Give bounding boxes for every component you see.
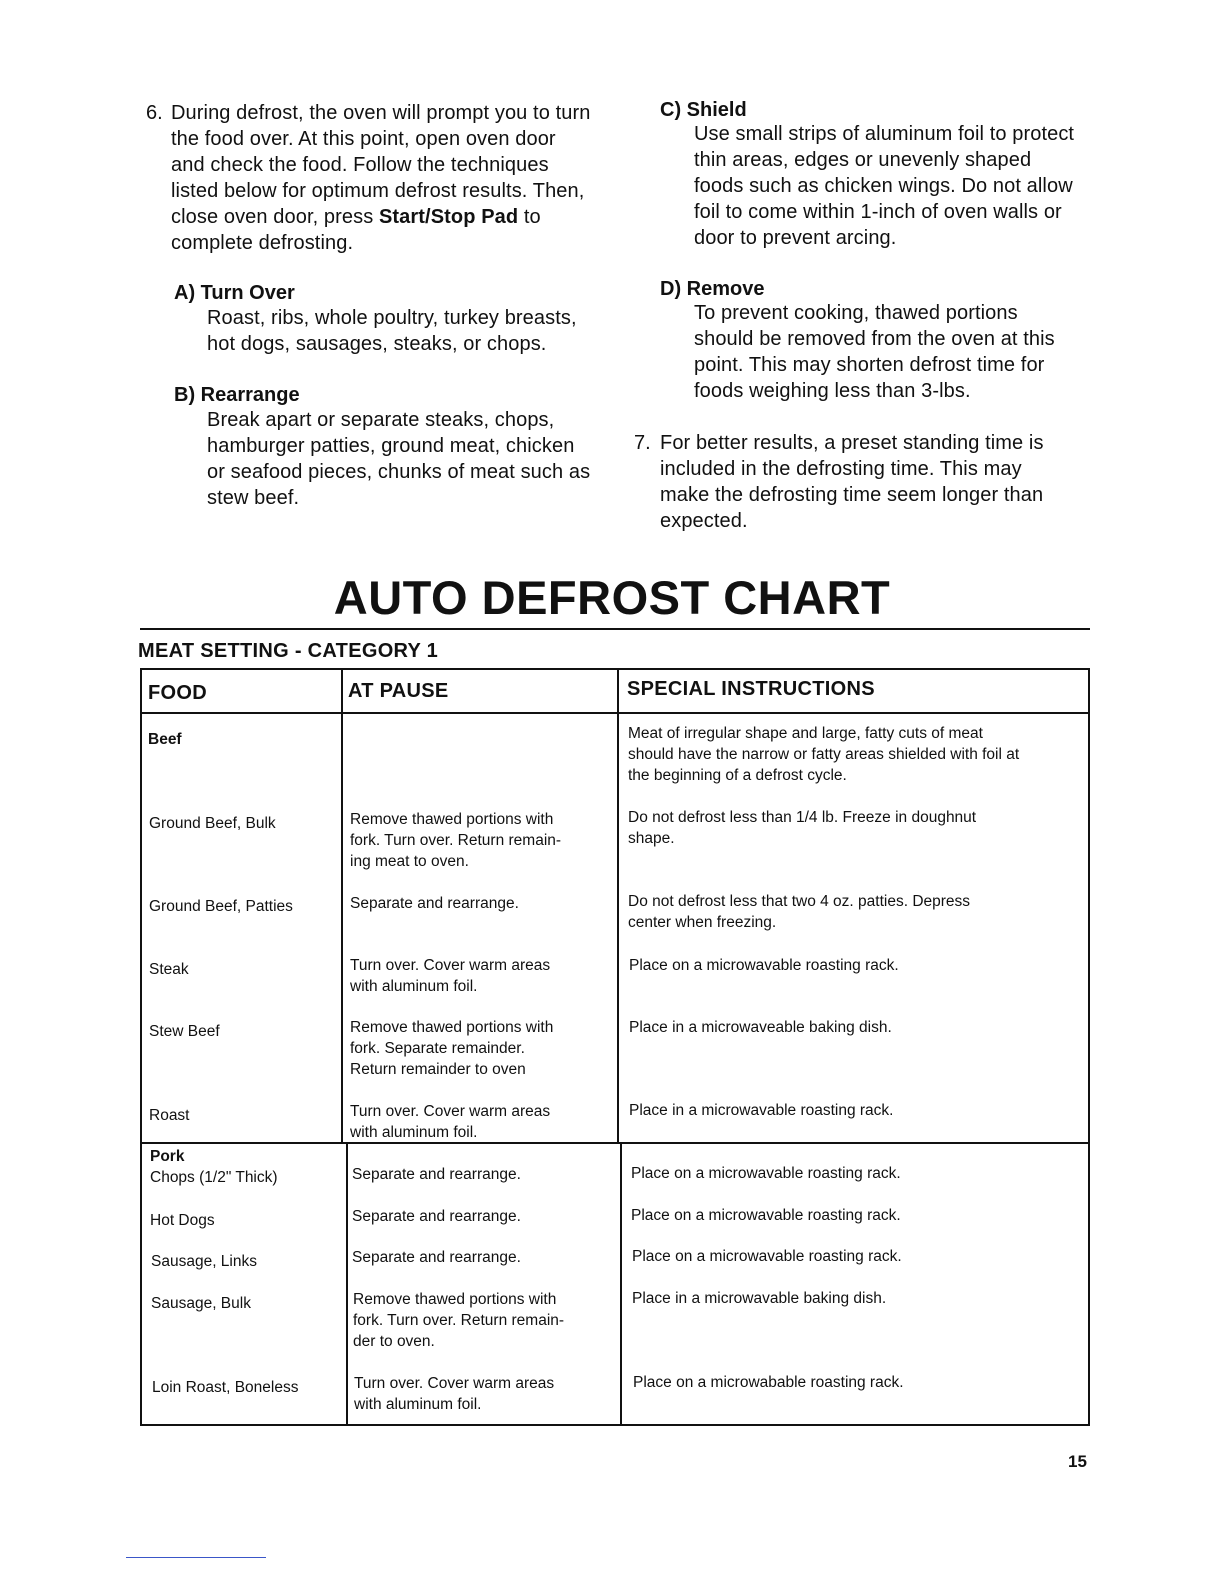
table-row-food: Loin Roast, Boneless [152,1379,299,1396]
table-row-at-pause [350,893,610,914]
cell-line: Remove thawed portions with [350,811,554,828]
cell-line: Place in a microwaveable baking dish. [629,1019,892,1036]
table-row-special [629,955,1087,976]
cell-line: Separate and rearrange. [352,1208,521,1225]
cell-line: Do not defrost less that two 4 oz. patties. Depress [628,893,971,910]
table-row-at-pause [353,1289,615,1352]
column-divider [341,668,343,1144]
cell-line: Separate and rearrange. [352,1166,521,1183]
cell-line: Place in a microwavable baking dish. [632,1290,887,1307]
table-row-at-pause [352,1247,614,1268]
remove-line: To prevent cooking, thawed portions [694,302,1018,324]
cell-line: Place on a microwavable roasting rack. [629,957,899,974]
step-6-text [171,100,599,256]
beef-general-note [628,723,1088,786]
cell-line: Place on a microwavable roasting rack. [632,1248,902,1265]
table-row-at-pause [352,1164,614,1185]
step-7-line: make the defrosting time seem longer than [660,484,1044,506]
shield-line: thin areas, edges or unevenly shaped [694,149,1032,171]
pork-category-label: Pork [150,1148,185,1165]
step-6-number: 6. [146,102,163,124]
table-row-at-pause [350,1101,610,1143]
step-7-number: 7. [634,432,651,454]
turn-over-line: Roast, ribs, whole poultry, turkey breasts, [207,307,577,329]
step-7-text [660,430,1089,534]
rearrange-text [207,407,601,511]
page-number: 15 [1068,1452,1087,1471]
cell-line: Separate and rearrange. [350,895,519,912]
turn-over-line: hot dogs, sausages, steaks, or chops. [207,333,547,355]
rearrange-line: hamburger patties, ground meat, chicken [207,435,575,457]
table-row-food: Roast [149,1107,190,1124]
cell-line: with aluminum foil. [350,978,478,995]
note-line: the beginning of a defrost cycle. [628,767,847,784]
table-row-food: Hot Dogs [150,1212,215,1229]
step-6-text-fragment: to [518,206,541,228]
table-row-special [631,1205,1087,1226]
step-6-line: complete defrosting. [171,232,354,254]
cell-line: with aluminum foil. [350,1124,478,1141]
remove-heading: D) Remove [660,278,765,300]
table-row-at-pause [352,1206,614,1227]
note-line: should have the narrow or fatty areas shielded with foil at [628,746,1020,763]
cell-line: Return remainder to oven [350,1061,526,1078]
step-6-line: listed below for optimum defrost results. Then, [171,180,585,202]
cell-line: Turn over. Cover warm areas [354,1375,555,1392]
turn-over-text [207,305,602,357]
beef-category-label: Beef [148,731,182,748]
table-row-food: Stew Beef [149,1023,220,1040]
cell-line: Place on a microwabable roasting rack. [633,1374,904,1391]
cell-line: shape. [628,830,675,847]
special-instructions-column-header: SPECIAL INSTRUCTIONS [627,678,875,700]
table-row-special [628,891,1086,933]
cell-line: Turn over. Cover warm areas [350,1103,551,1120]
cell-line: der to oven. [353,1333,435,1350]
shield-line: foods such as chicken wings. Do not allow [694,175,1073,197]
remove-text [694,300,1088,404]
table-row-food: Ground Beef, Bulk [149,815,276,832]
turn-over-heading: A) Turn Over [174,282,295,304]
rearrange-line: stew beef. [207,487,300,509]
column-divider [620,1144,622,1426]
remove-line: point. This may shorten defrost time for [694,354,1045,376]
header-divider [140,712,1090,714]
cell-line: fork. Turn over. Return remain- [353,1312,565,1329]
food-column-header: FOOD [148,682,207,704]
shield-line: Use small strips of aluminum foil to protect [694,123,1075,145]
step-6-text-fragment: close oven door, press [171,206,379,228]
table-row-special [629,1100,1087,1121]
rearrange-line: Break apart or separate steaks, chops, [207,409,555,431]
shield-line: foil to come within 1-inch of oven walls or [694,201,1062,223]
table-row-special [633,1372,1089,1393]
rearrange-line: or seafood pieces, chunks of meat such as [207,461,591,483]
cell-line: Place on a microwavable roasting rack. [631,1165,901,1182]
shield-heading: C) Shield [660,99,747,121]
start-stop-pad-label: Start/Stop Pad [378,206,519,228]
section-divider [140,1142,1090,1144]
column-divider [346,1144,348,1426]
title-underline [140,628,1090,630]
step-6-line [171,204,599,230]
cell-line: Remove thawed portions with [350,1019,554,1036]
table-row-special [632,1246,1088,1267]
at-pause-column-header: AT PAUSE [348,680,449,702]
column-divider [617,668,619,1144]
cell-line: with aluminum foil. [354,1396,482,1413]
cell-line: Turn over. Cover warm areas [350,957,551,974]
cell-line: Do not defrost less than 1/4 lb. Freeze in doughnut [628,809,977,826]
cell-line: fork. Turn over. Return remain- [350,832,562,849]
step-7-line: expected. [660,510,748,532]
table-row-at-pause [350,955,610,997]
step-7-line: included in the defrosting time. This may [660,458,1022,480]
remove-line: should be removed from the oven at this [694,328,1055,350]
step-6-line: the food over. At this point, open oven door [171,128,556,150]
table-row-at-pause [354,1373,616,1415]
cell-line: fork. Separate remainder. [350,1040,525,1057]
table-row-special [628,807,1086,849]
rearrange-heading: B) Rearrange [174,384,300,406]
cell-line: center when freezing. [628,914,777,931]
table-row-at-pause [350,809,610,872]
note-line: Meat of irregular shape and large, fatty cuts of meat [628,725,983,742]
table-row-food: Sausage, Bulk [151,1295,251,1312]
cell-line: Remove thawed portions with [353,1291,557,1308]
step-6-line: and check the food. Follow the techniques [171,154,549,176]
step-6-line: During defrost, the oven will prompt you to turn [171,102,591,124]
cell-line: Separate and rearrange. [352,1249,521,1266]
table-row-food: Sausage, Links [151,1253,257,1270]
table-row-food: Steak [149,961,189,978]
page-title: AUTO DEFROST CHART [333,571,891,624]
category-heading: MEAT SETTING - CATEGORY 1 [138,640,439,662]
table-row-special [631,1163,1087,1184]
cell-line: Place in a microwavable roasting rack. [629,1102,894,1119]
table-row-at-pause [350,1017,610,1080]
step-7-line: For better results, a preset standing time is [660,432,1044,454]
table-row-special [632,1288,1088,1309]
cell-line: ing meat to oven. [350,853,469,870]
table-row-special [629,1017,1087,1038]
table-row-food: Ground Beef, Patties [149,898,293,915]
table-row-food: Chops (1/2" Thick) [150,1169,278,1186]
remove-line: foods weighing less than 3-lbs. [694,380,971,402]
cell-line: Place on a microwavable roasting rack. [631,1207,901,1224]
shield-line: door to prevent arcing. [694,227,897,249]
footer-rule [126,1557,266,1558]
shield-text [694,121,1088,251]
